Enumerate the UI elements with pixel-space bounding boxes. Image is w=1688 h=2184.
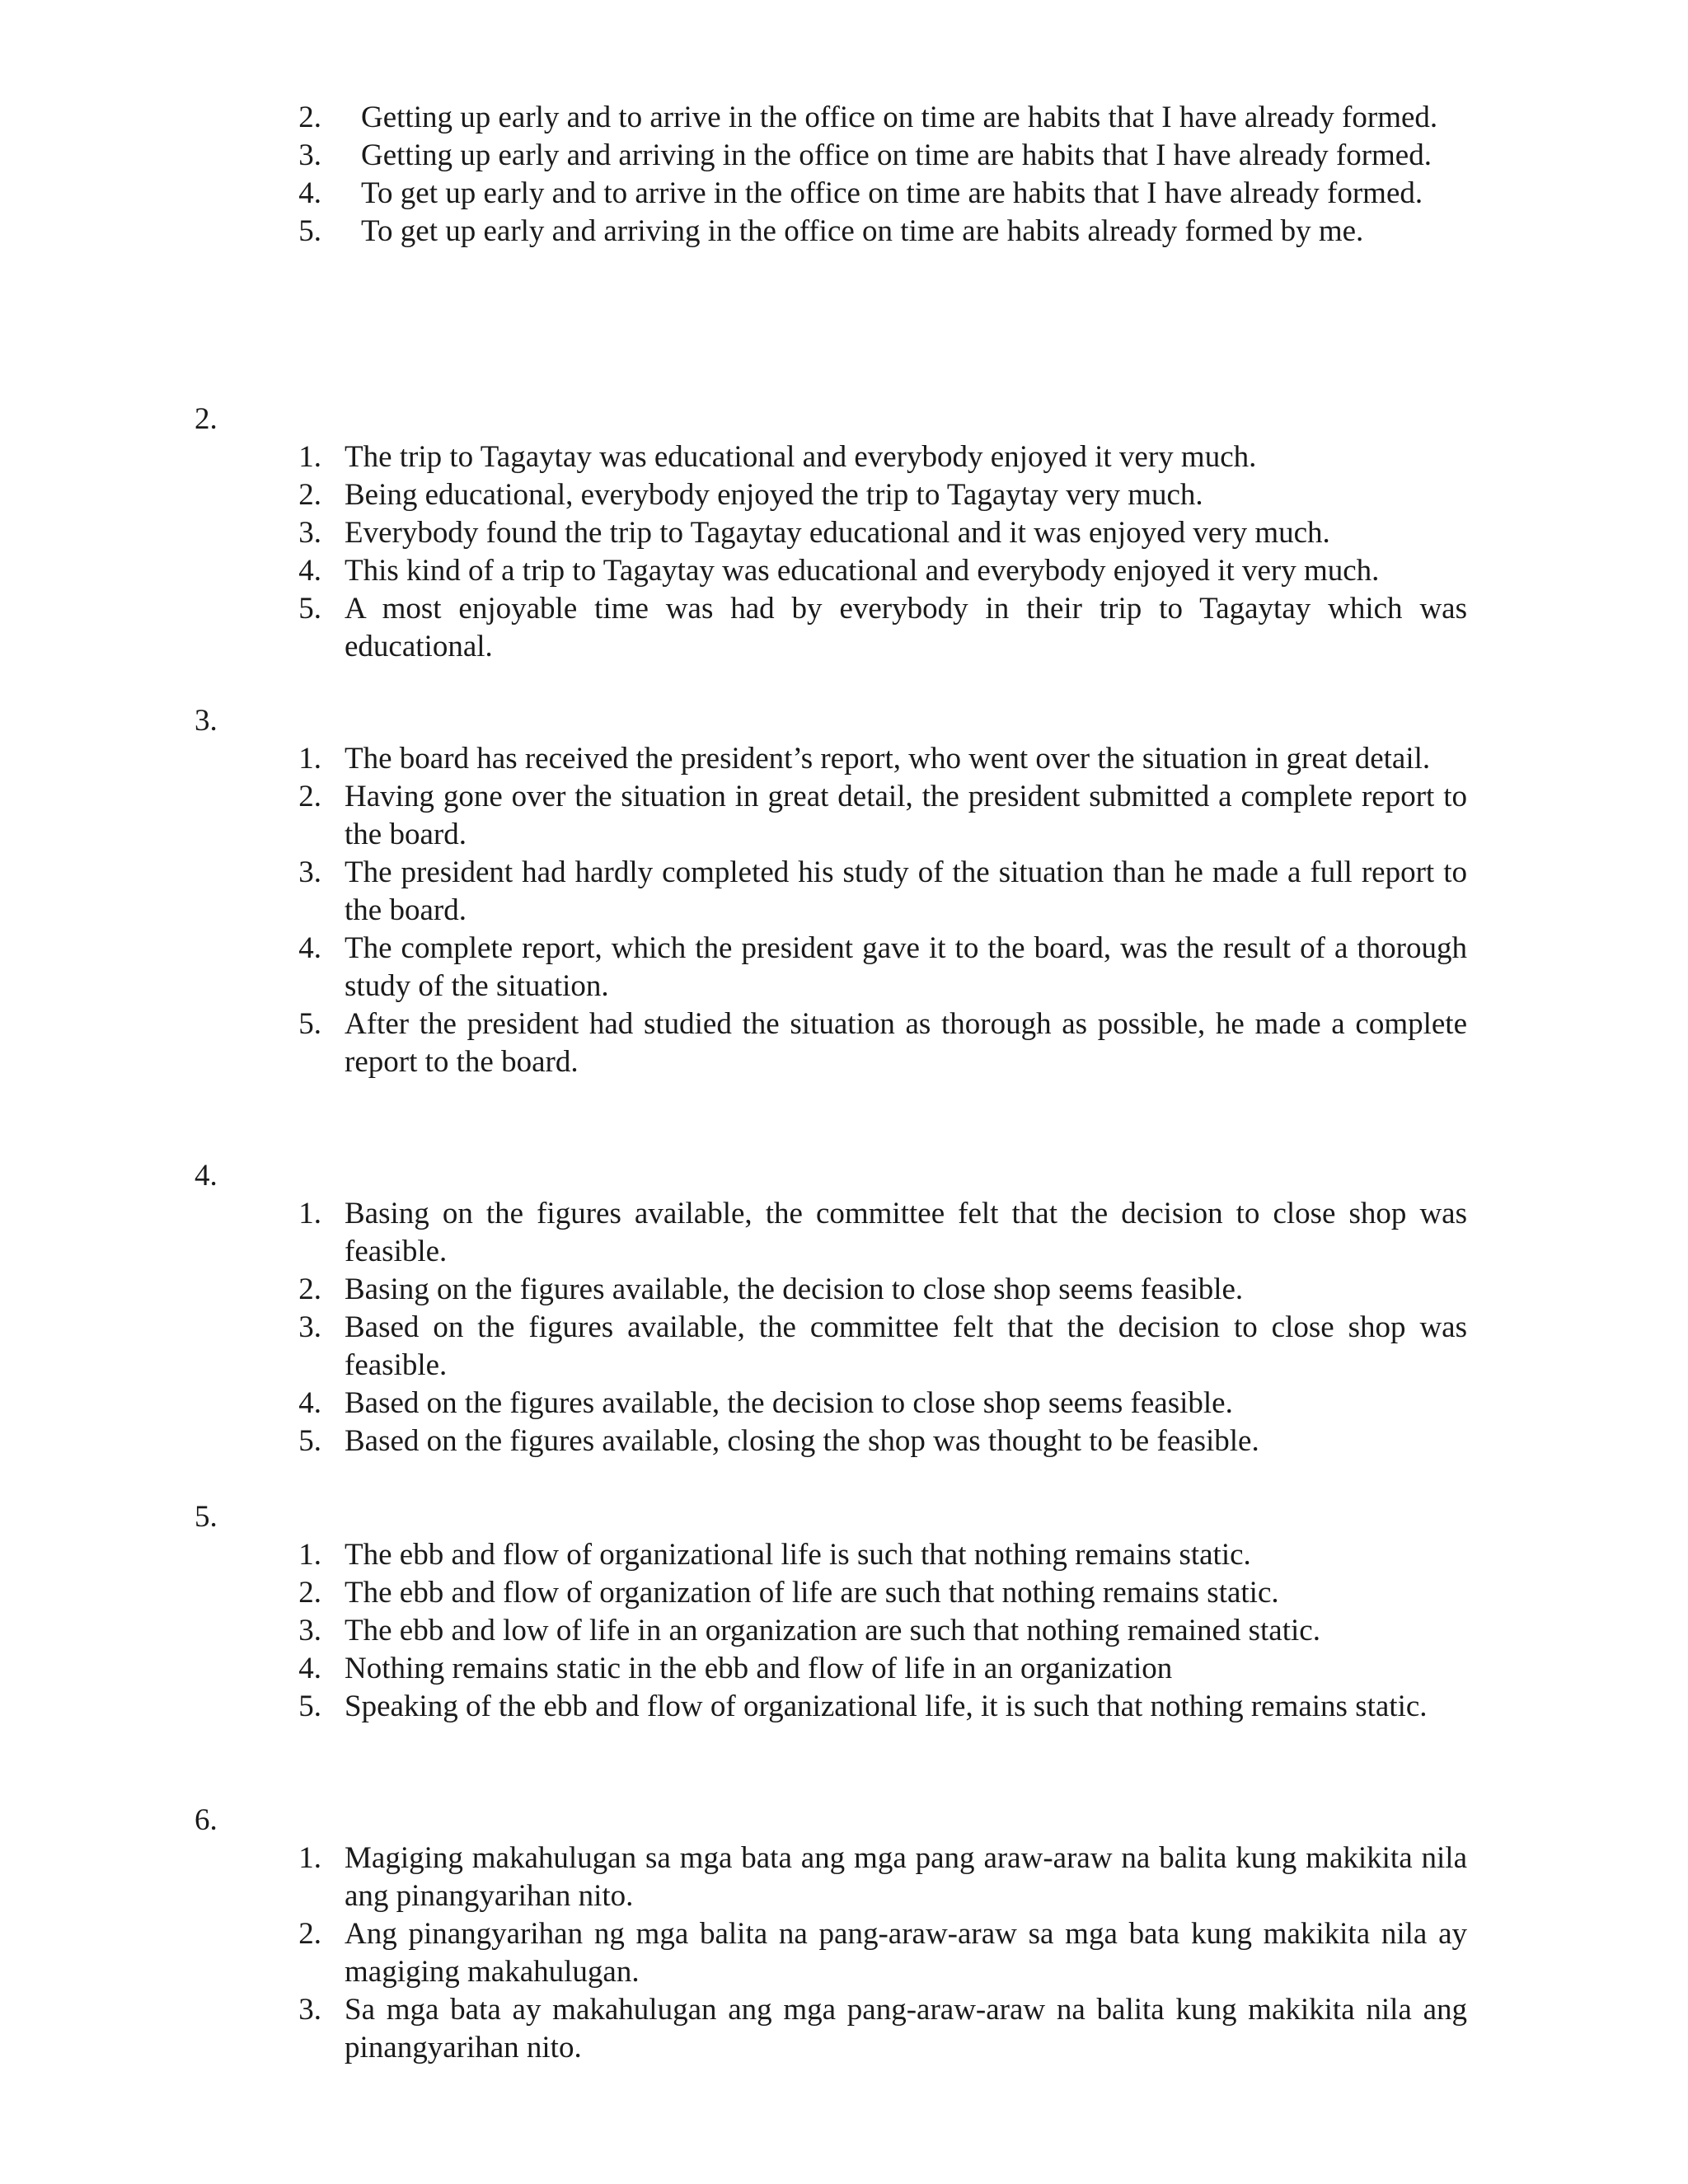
option-number: 3. <box>298 516 321 550</box>
option-number: 1. <box>298 440 321 474</box>
option-text: After the president had studied the situation as thorough as possible, he made a complete report to the board. <box>345 1007 1467 1079</box>
option-text: Nothing remains static in the ebb and flow of life in an organization <box>345 1652 1173 1685</box>
option-number: 5. <box>298 592 321 626</box>
option-text: Speaking of the ebb and flow of organizational life, it is such that nothing remains static. <box>345 1690 1428 1723</box>
option-text: Getting up early and to arrive in the office on time are habits that I have already formed. <box>361 101 1438 134</box>
answer-option <box>280 1915 1467 1991</box>
option-number: 3. <box>298 855 321 889</box>
option-text: Based on the figures available, the committee felt that the decision to close shop was feasible. <box>345 1310 1467 1382</box>
option-number: 5. <box>298 1007 321 1041</box>
option-number: 2. <box>298 101 321 134</box>
question-number: 5. <box>195 1500 218 1534</box>
answer-option <box>280 1422 1467 1460</box>
option-text: Sa mga bata ay makahulugan ang mga pang-araw-araw na balita kung makikita nila ang pinangyarihan nito. <box>345 1993 1467 2064</box>
answer-option <box>280 1005 1467 1081</box>
option-text: The president had hardly completed his study of the situation than he made a full report to the board. <box>345 855 1467 927</box>
option-text: A most enjoyable time was had by everybody in their trip to Tagaytay which was educational. <box>345 592 1467 663</box>
option-text: Basing on the figures available, the decision to close shop seems feasible. <box>345 1272 1244 1306</box>
answer-option <box>280 930 1467 1005</box>
option-text: The ebb and flow of organization of life are such that nothing remains static. <box>345 1576 1279 1610</box>
answer-option <box>280 854 1467 930</box>
option-number: 5. <box>298 1690 321 1723</box>
option-number: 4. <box>298 1386 321 1420</box>
answer-option <box>280 590 1467 666</box>
answer-options <box>280 1195 1467 1460</box>
option-number: 2. <box>298 478 321 512</box>
answer-options <box>280 99 1467 251</box>
answer-option <box>280 1195 1467 1271</box>
option-number: 1. <box>298 1197 321 1230</box>
answer-options <box>280 740 1467 1081</box>
answer-option <box>280 438 1467 476</box>
option-text: To get up early and arriving in the office on time are habits already formed by me. <box>361 214 1364 248</box>
option-text: The ebb and low of life in an organization are such that nothing remained static. <box>345 1614 1320 1647</box>
option-number: 1. <box>298 1841 321 1875</box>
option-text: The ebb and flow of organizational life is such that nothing remains static. <box>345 1538 1251 1572</box>
option-number: 3. <box>298 1310 321 1344</box>
option-text: Basing on the figures available, the committee felt that the decision to close shop was feasible. <box>345 1197 1467 1268</box>
option-number: 2. <box>298 1576 321 1610</box>
answer-option <box>280 1385 1467 1422</box>
question-number: 2. <box>195 402 218 436</box>
answer-options <box>280 1840 1467 2067</box>
answer-option <box>280 740 1467 778</box>
option-text: To get up early and to arrive in the office on time are habits that I have already formed. <box>361 176 1423 210</box>
option-number: 3. <box>298 1614 321 1647</box>
question-number: 3. <box>195 704 218 738</box>
answer-option <box>280 514 1467 552</box>
answer-option <box>280 476 1467 514</box>
option-number: 1. <box>298 742 321 776</box>
answer-option <box>280 1840 1467 1915</box>
answer-option <box>280 99 1467 137</box>
option-text: Everybody found the trip to Tagaytay educational and it was enjoyed very much. <box>345 516 1330 550</box>
answer-options <box>280 438 1467 666</box>
option-number: 4. <box>298 176 321 210</box>
option-number: 5. <box>298 214 321 248</box>
answer-option <box>280 137 1467 175</box>
option-number: 5. <box>298 1424 321 1458</box>
answer-option <box>280 1536 1467 1574</box>
answer-option <box>280 175 1467 213</box>
answer-option <box>280 213 1467 251</box>
option-text: Based on the figures available, closing the shop was thought to be feasible. <box>345 1424 1259 1458</box>
option-number: 1. <box>298 1538 321 1572</box>
option-text: The trip to Tagaytay was educational and everybody enjoyed it very much. <box>345 440 1257 474</box>
option-text: Getting up early and arriving in the office on time are habits that I have already formed. <box>361 138 1432 172</box>
option-number: 2. <box>298 1917 321 1951</box>
answer-option <box>280 1309 1467 1385</box>
option-text: This kind of a trip to Tagaytay was educational and everybody enjoyed it very much. <box>345 554 1380 588</box>
option-text: The complete report, which the president gave it to the board, was the result of a thorough study of the situation. <box>345 931 1467 1003</box>
option-text: Based on the figures available, the decision to close shop seems feasible. <box>345 1386 1233 1420</box>
answer-options <box>280 1536 1467 1726</box>
option-text: Having gone over the situation in great detail, the president submitted a complete report to the board. <box>345 780 1467 851</box>
option-text: Being educational, everybody enjoyed the trip to Tagaytay very much. <box>345 478 1203 512</box>
answer-option <box>280 1271 1467 1309</box>
answer-option <box>280 552 1467 590</box>
option-number: 3. <box>298 1993 321 2027</box>
answer-option <box>280 1688 1467 1726</box>
option-number: 4. <box>298 1652 321 1685</box>
answer-option <box>280 1574 1467 1612</box>
option-text: Ang pinangyarihan ng mga balita na pang-araw-araw sa mga bata kung makikita nila ay magiging makahulugan. <box>345 1917 1467 1989</box>
answer-option <box>280 778 1467 854</box>
option-number: 2. <box>298 780 321 813</box>
option-text: The board has received the president’s report, who went over the situation in great detail. <box>345 742 1431 776</box>
question-number: 6. <box>195 1803 218 1837</box>
answer-option <box>280 1650 1467 1688</box>
option-number: 4. <box>298 931 321 965</box>
question-number: 4. <box>195 1159 218 1193</box>
answer-option <box>280 1612 1467 1650</box>
answer-option <box>280 1991 1467 2067</box>
option-text: Magiging makahulugan sa mga bata ang mga pang araw-araw na balita kung makikita nila ang pinangyarihan nito. <box>345 1841 1467 1913</box>
option-number: 4. <box>298 554 321 588</box>
option-number: 3. <box>298 138 321 172</box>
option-number: 2. <box>298 1272 321 1306</box>
